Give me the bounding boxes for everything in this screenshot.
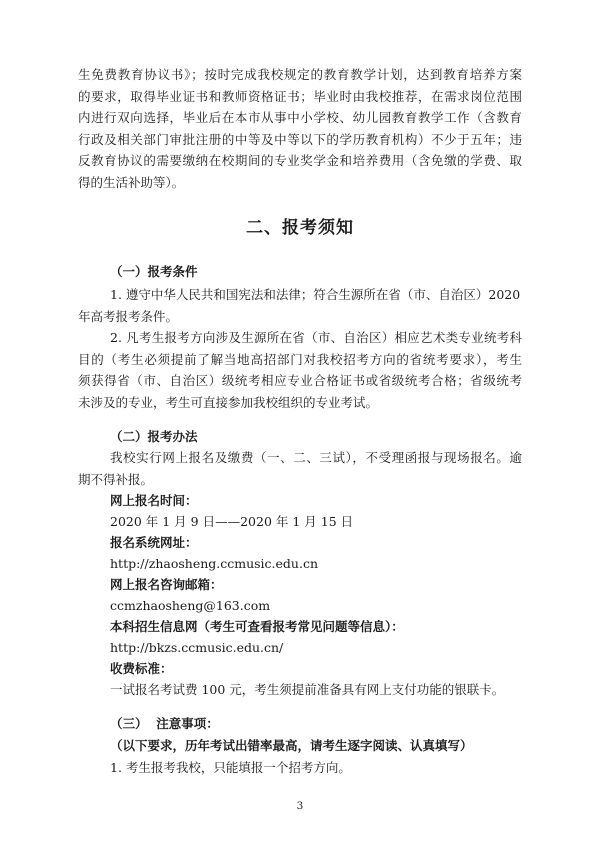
field-value-fee: 一试报名考试费 100 元，考生须提前准备具有网上支付功能的银联卡。 [110,682,505,697]
subsection-heading-notes: （三） 注意事项： [110,716,219,731]
paragraph-line: 我校实行网上报名及缴费（一、二、三试），不受理函报与现场报名。逾 [110,450,522,465]
paragraph-line: 生免费教育协议书》；按时完成我校规定的教育教学计划，达到教育培养方案 [78,67,522,82]
paragraph-line: 目的（考生必须提前了解当地高招部门对我校招考方向的省统考要求），考生 [78,352,522,367]
field-value-inquiry-email: ccmzhaosheng@163.com [110,598,271,613]
paragraph-line: 得的生活补助等）。 [78,175,185,190]
paragraph-line: 1. 遵守中华人民共和国宪法和法律；符合生源所在省（市、自治区）2020 [110,287,521,302]
paragraph-line: 反教育协议的需要缴纳在校期间的专业奖学金和培养费用（含免缴的学费、取 [78,153,522,169]
field-label-fee: 收费标准： [110,661,173,676]
paragraph-line: 年高考报考条件。 [78,309,179,324]
field-label-registration-time: 网上报名时间： [110,493,198,508]
field-label-registration-url: 报名系统网址： [110,535,198,550]
field-value-registration-time: 2020 年 1 月 9 日——2020 年 1 月 15 日 [110,514,354,529]
field-label-info-site: 本科招生信息网（考生可查看报考常见问题等信息）： [110,619,404,634]
field-value-info-site: http://bkzs.ccmusic.edu.cn/ [110,640,284,655]
paragraph-line: 2. 凡考生报考方向涉及生源所在省（市、自治区）相应艺术类专业统考科 [110,330,522,345]
field-label-inquiry-email: 网上报名咨询邮箱： [110,577,223,592]
paragraph-line: 须获得省（市、自治区）级统考相应专业合格证书或省级统考合格；省级统考 [78,373,522,388]
paragraph-line: 的要求，取得毕业证书和教师资格证书；毕业时由我校推荐，在需求岗位范围 [78,88,522,104]
paragraph-line: 行政及相关部门审批注册的中等及中等以下的学历教育机构）不少于五年；违 [78,131,522,147]
notes-emphasis: （以下要求，历年考试出错率最高，请考生逐字阅读、认真填写） [110,738,473,753]
paragraph-line: 内进行双向选择，毕业后在本市从事中小学校、幼儿园教育教学工作（含教育 [78,110,522,126]
paragraph-line: 1. 考生报考我校，只能填报一个招考方向。 [110,760,351,775]
paragraph-line: 未涉及的专业，考生可直接参加我校组织的专业考试。 [78,395,379,410]
field-value-registration-url: http://zhaosheng.ccmusic.edu.cn [110,556,319,571]
subsection-heading-conditions: （一）报考条件 [110,264,198,279]
page-number: 3 [296,800,304,812]
paragraph-line: 期不得补报。 [78,472,154,487]
section-title: 二、报考须知 [246,218,354,238]
subsection-heading-method: （二）报考办法 [110,429,198,444]
